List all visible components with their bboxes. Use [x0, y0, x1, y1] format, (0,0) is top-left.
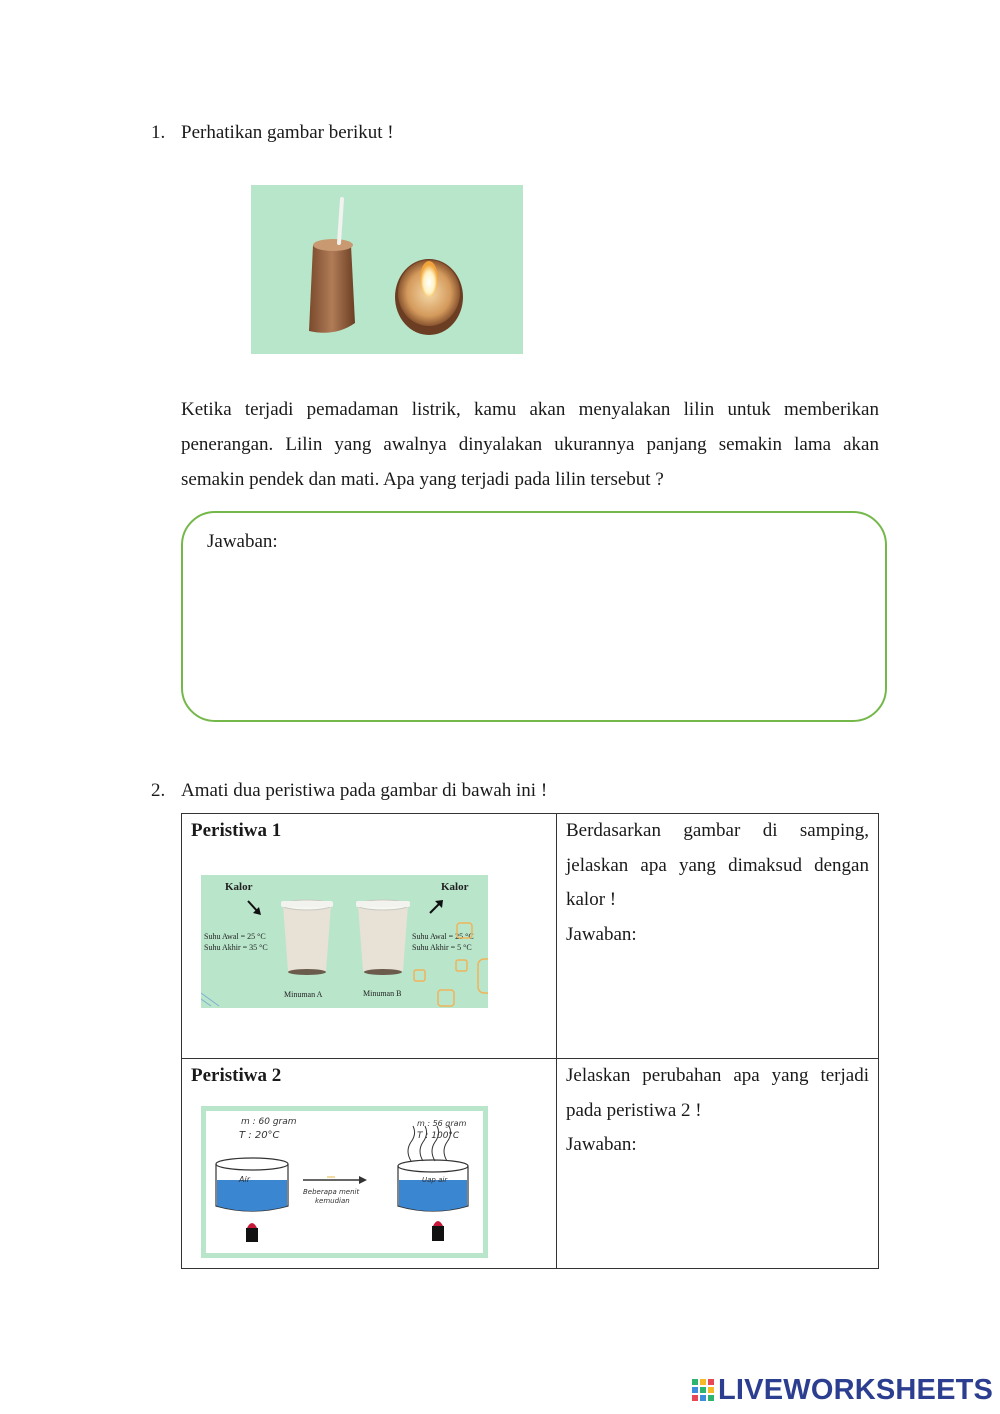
- question-2-number: 2.: [151, 780, 166, 801]
- drink-b-label: Minuman B: [363, 989, 402, 998]
- event-2-question: Jelaskan perubahan apa yang terjadi pada peristiwa 2 !: [566, 1065, 869, 1121]
- liveworksheets-logo: [692, 1374, 993, 1406]
- left-mass-label: m : 60 gram: [241, 1117, 297, 1127]
- question-1-paragraph: Ketika terjadi pemadaman listrik, kamu akan menyalakan lilin untuk memberikan penerangan. Lilin yang awalnya dinyalakan ukurannya panjang semakin lama akan semakin pendek dan mati. Apa yang terjadi pada lilin tersebut ?: [181, 399, 879, 490]
- event-1-answer-label[interactable]: Jawaban:: [566, 923, 637, 945]
- right-mass-label: m : 56 gram: [417, 1119, 467, 1128]
- arrow-label-1: Beberapa menit: [303, 1188, 360, 1196]
- left-temp-label: T : 20°C: [239, 1130, 280, 1141]
- event-1-figure-cell: [182, 814, 557, 1059]
- event-2-figure-cell: [182, 1059, 557, 1269]
- events-table: [181, 813, 879, 1269]
- arrow-label-2: kemudian: [315, 1197, 350, 1205]
- right-final-temp: Suhu Akhir = 5 °C: [412, 943, 472, 952]
- question-1-answer-label: Jawaban:: [207, 531, 278, 552]
- question-1-number: 1.: [151, 122, 166, 143]
- event-1-question: Berdasarkan gambar di samping, jelaskan apa yang dimaksud dengan kalor !: [566, 820, 869, 910]
- question-1-prompt: Perhatikan gambar berikut !: [181, 122, 394, 143]
- event-2-answer-label[interactable]: Jawaban:: [566, 1134, 637, 1155]
- right-temp-label: T : 100°C: [417, 1131, 460, 1141]
- question-2-prompt: Amati dua peristiwa pada gambar di bawah ini !: [181, 780, 548, 801]
- kalor-figure: [201, 875, 488, 1008]
- event-1-question-cell: [557, 814, 879, 1059]
- left-liquid-label: Air: [239, 1175, 250, 1184]
- event-2-question-cell: [557, 1059, 879, 1269]
- left-final-temp: Suhu Akhir = 35 °C: [204, 943, 268, 952]
- right-initial-temp: Suhu Awal = 25 °C: [412, 932, 474, 941]
- kalor-left-label: Kalor: [225, 881, 253, 893]
- event-1-row: [182, 814, 879, 1059]
- event-2-row: [182, 1059, 879, 1269]
- candle-illustration: [251, 185, 523, 354]
- kalor-illustration: [201, 875, 488, 1008]
- liveworksheets-brand: LIVEWORKSHEETS: [718, 1373, 994, 1406]
- candle-image: [251, 185, 523, 354]
- left-initial-temp: Suhu Awal = 25 °C: [204, 932, 266, 941]
- boiling-figure: [201, 1106, 488, 1258]
- kalor-right-label: Kalor: [441, 881, 469, 893]
- event-2-title: Peristiwa 2: [191, 1065, 282, 1086]
- drink-a-label: Minuman A: [284, 990, 323, 999]
- liveworksheets-logo-icon: [692, 1379, 714, 1401]
- event-1-title: Peristiwa 1: [191, 820, 282, 841]
- right-liquid-label: Uap air: [422, 1176, 448, 1184]
- boiling-illustration: [201, 1106, 488, 1258]
- question-1-answer-box[interactable]: [181, 511, 887, 722]
